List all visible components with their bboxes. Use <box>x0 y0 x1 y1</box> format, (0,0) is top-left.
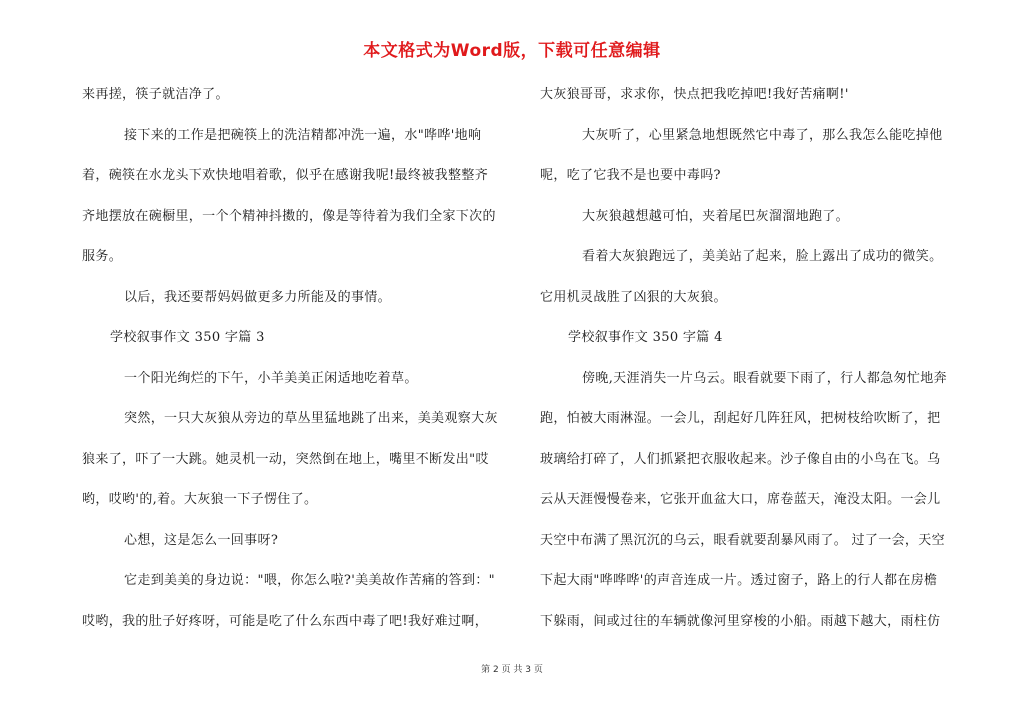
text-line: 下躲雨，间或过往的车辆就像河里穿梭的小船。雨越下越大，雨柱仿 <box>540 613 941 629</box>
text-line: 哎哟，我的肚子好疼呀，可能是吃了什么东西中毒了吧!我好难过啊， <box>82 613 489 629</box>
section-heading: 学校叙事作文 350 字篇 3 <box>110 330 265 345</box>
text-line: 服务。 <box>82 249 123 264</box>
text-line: 傍晚,天涯消失一片乌云。眼看就要下雨了，行人都急匆忙地奔 <box>582 370 947 386</box>
text-line: 天空中布满了黑沉沉的乌云，眼看就要刮暴风雨了。 过了一会，天空 <box>540 532 945 548</box>
text-line: 呢，吃了它我不是也要中毒吗? <box>540 168 721 183</box>
text-line: 以后，我还要帮妈妈做更多力所能及的事情。 <box>124 289 392 305</box>
text-line: 跑，怕被大雨淋湿。一会儿，刮起好几阵狂风，把树枝给吹断了，把 <box>540 411 941 426</box>
document-banner: 本文格式为Word版，下载可任意编辑 <box>363 41 661 61</box>
text-line: 大灰狼越想越可怕，夹着尾巴灰溜溜地跑了。 <box>582 208 850 224</box>
page-footer: 第 2 页 共 3 页 <box>481 665 543 675</box>
text-line: 齐地摆放在碗橱里，一个个精神抖擞的，像是等待着为我们全家下次的 <box>82 208 496 224</box>
section-heading: 学校叙事作文 350 字篇 4 <box>568 330 723 345</box>
text-line: 狼来了，吓了一大跳。她灵机一动，突然倒在地上，嘴里不断发出"哎 <box>82 451 489 467</box>
text-line: 着，碗筷在水龙头下欢快地唱着歌，似乎在感谢我呢!最终被我整整齐 <box>82 168 489 183</box>
text-line: 它用机灵战胜了凶狠的大灰狼。 <box>540 289 727 305</box>
text-line: 一个阳光绚烂的下午，小羊美美正闲适地吃着草。 <box>124 370 418 386</box>
text-line: 突然，一只大灰狼从旁边的草丛里猛地跳了出来，美美观察大灰 <box>124 411 498 426</box>
text-line: 下起大雨"哗哗哗'的声音连成一片。透过窗子，路上的行人都在房檐 <box>540 573 938 588</box>
text-line: 大灰狼哥哥，求求你，快点把我吃掉吧!我好苦痛啊!' <box>540 87 849 102</box>
text-line: 来再搓，筷子就洁净了。 <box>82 87 229 102</box>
text-line: 接下来的工作是把碗筷上的洗洁精都冲洗一遍，水"哗哗'地响 <box>124 127 482 143</box>
left-column <box>82 75 498 642</box>
text-line: 玻璃给打碎了，人们抓紧把衣服收起来。沙子像自由的小鸟在飞。乌 <box>540 451 941 467</box>
text-line: 它走到美美的身边说："喂，你怎么啦?'美美故作苦痛的答到：" <box>124 573 496 588</box>
text-line: 大灰听了，心里紧急地想既然它中毒了，那么我怎么能吃掉他 <box>582 127 943 143</box>
right-column <box>540 75 952 642</box>
text-line: 心想，这是怎么一回事呀? <box>124 532 279 548</box>
text-line: 哟，哎哟'的,着。大灰狼一下子愣住了。 <box>82 492 318 507</box>
text-line: 云从天涯慢慢卷来，它张开血盆大口，席卷蓝天，淹没太阳。一会儿 <box>540 492 941 507</box>
text-line: 看着大灰狼跑远了，美美站了起来，脸上露出了成功的微笑。 <box>582 249 943 264</box>
